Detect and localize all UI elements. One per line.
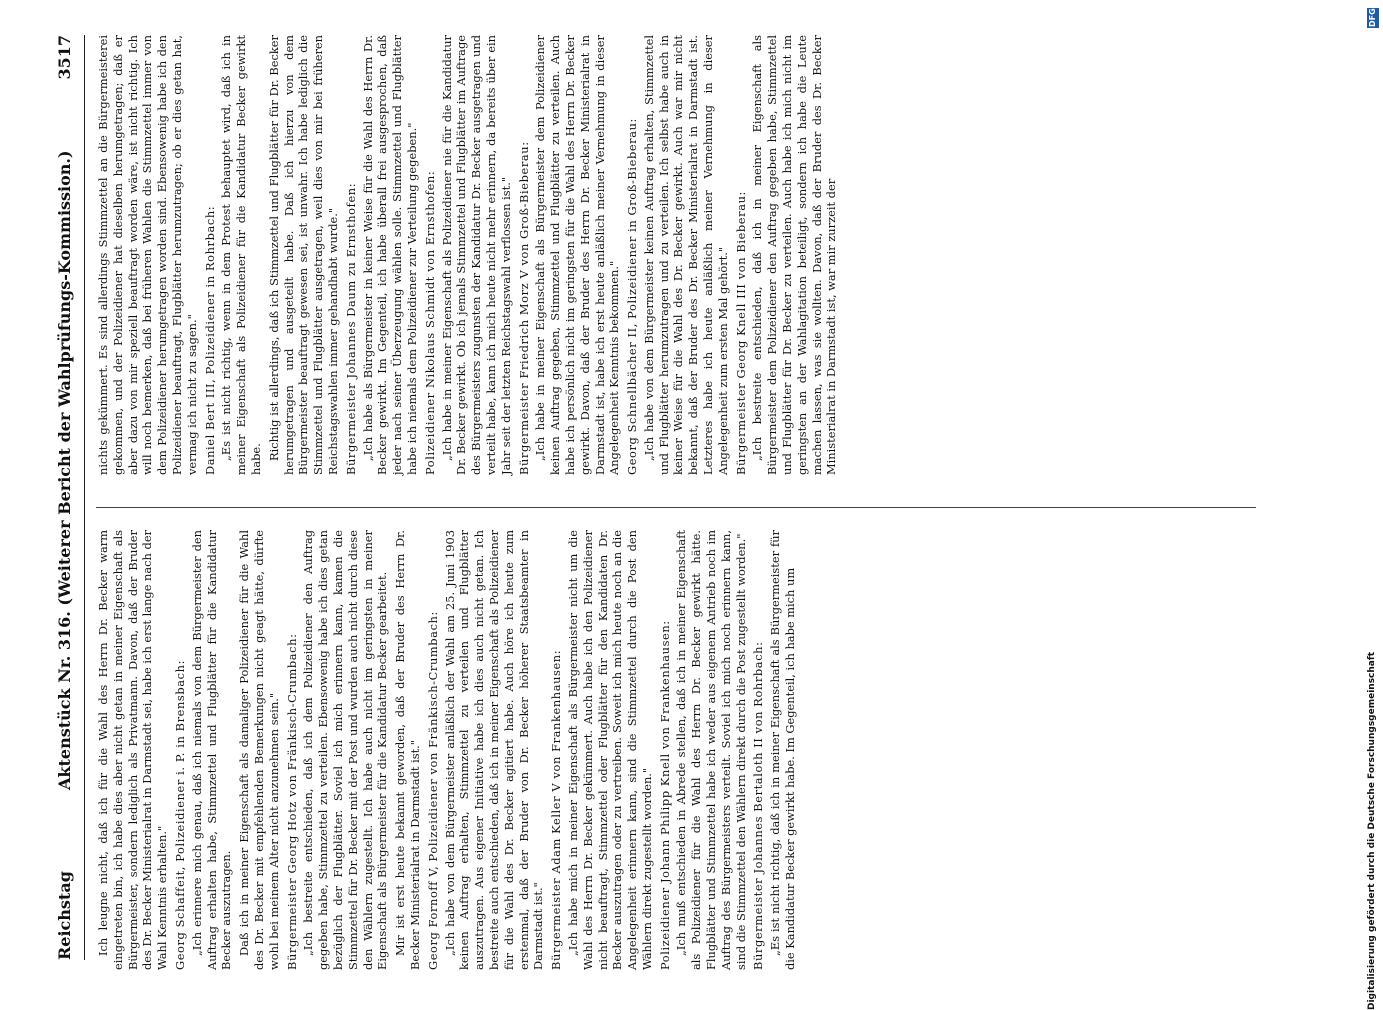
header-rule	[84, 35, 85, 960]
paragraph: „Ich habe als Bürgermeister in keiner Weise für die Wahl des Herrn Dr. Becker gewirkt. Im Gegenteil, ich habe überall frei ausgesprochen, daß jeder nach seiner Überzeugung wählen solle. Stimmzettel und Flugblätter habe ich niemals dem Polizeidiener zur Verteilung gegeben."	[360, 35, 419, 475]
speaker-heading: Georg Schnellbächer II, Polizeidiener in Groß-Bieberau:	[625, 118, 640, 475]
digitization-note: Digitalisierung gefördert durch die Deutsche Forschungsgemeinschaft	[1367, 651, 1377, 1010]
speaker-heading: Bürgermeister Johannes Bertaloth II von Rohrbach:	[751, 641, 766, 970]
paragraph: Richtig ist allerdings, daß ich Stimmzettel und Flugblätter für Dr. Becker herumgetragen und ausgeteilt habe. Daß ich hierzu von dem Bürgermeister beauftragt gewesen sei, ist unwahr. Ich habe lediglich die Stimmzettel und Flugblätter ausgetragen, weil dies von mir bei früheren Reichstagswahlen immer gehandhabt wurde."	[266, 35, 340, 475]
paragraph: „Ich habe von dem Bürgermeister anläßlich der Wahl am 25. Juni 1903 keinen Auftrag erhalten, Stimmzettel zu verteilen und Flugblätter auszutragen. Aus eigener Initiative habe ich dies auch nicht getan. Ich bestreite auch entschieden, daß ich in meiner Eigenschaft als Polizeidiener für die Wahl des Dr. Becker agitiert habe. Auch höre ich heute zum erstenmal, daß der Bruder von Dr. Becker höherer Staatsbeamter in Darmstadt ist."	[442, 530, 546, 970]
page-header	[55, 35, 85, 960]
paragraph: „Ich habe in meiner Eigenschaft als Bürgermeister dem Polizeidiener keinen Auftrag gegeben, Stimmzettel und Flugblätter zu verteilen. Auch habe ich persönlich nicht im geringsten für die Wahl des Herrn Dr. Becker gewirkt. Davon, daß der Bruder des Herrn Dr. Becker Ministerialrat in Darmstadt ist, habe ich erst heute anläßlich meiner Vernehmung in dieser Angelegenheit Kenntnis bekommen."	[533, 35, 622, 475]
column-divider	[96, 507, 1256, 508]
paragraph: „Es ist nicht richtig, wenn in dem Protest behauptet wird, daß ich in meiner Eigenschaft als Polizeidiener für die Kandidatur Becker gewirkt habe.	[219, 35, 263, 475]
speaker-heading: Bürgermeister Georg Knell III von Bieberau:	[733, 191, 748, 475]
paragraph: „Ich bestreite entschieden, daß ich in meiner Eigenschaft als Bürgermeister dem Polizeidiener den Auftrag gegeben habe, Stimmzettel und Flugblätter für Dr. Becker zu verteilen. Auch habe ich mich nicht im geringsten an der Wahlagitation beteiligt, sondern ich habe die Leute machen lassen, was sie wollten. Davon, daß der Bruder des Dr. Becker Ministerialrat in Darmstadt ist, war mir zurzeit der	[750, 35, 839, 475]
paragraph: Mir ist erst heute bekannt geworden, daß der Bruder des Herrn Dr. Becker Ministerialrat in Darmstadt ist."	[393, 530, 422, 970]
paragraph: nichts gekümmert. Es sind allerdings Stimmzettel an die Bürgermeisterei gekommen, und der Polizeidiener hat dieselben herumgetragen; daß er aber dazu von mir speziell beauftragt worden wäre, ist nicht richtig. Ich will noch bemerken, daß bei früheren Wahlen die Stimmzettel immer von dem Polizeidiener herumgetragen worden sind. Ebensowenig habe ich den Polizeidiener beauftragt, Flugblätter herumzutragen; ob er dies getan hat, vermag ich nicht zu sagen."	[96, 35, 199, 475]
speaker-heading: Polizeidiener Nikolaus Schmidt von Ernsthofen:	[422, 170, 437, 475]
speaker-heading: Daniel Bert III, Polizeidiener in Rohrbach:	[202, 205, 217, 475]
paragraph: „Ich erinnere mich genau, daß ich niemals von dem Bürgermeister den Auftrag erhalten habe, Stimmzettel und Flugblätter für die Kandidatur Becker auszutragen.	[189, 530, 234, 970]
speaker-heading: Bürgermeister Adam Keller V von Frankenhausen:	[549, 649, 564, 970]
header-title: Aktenstück Nr. 316. (Weiterer Bericht der Wahlprüfungs-Kommission.)	[55, 150, 74, 790]
paragraph: „Es ist nicht richtig, daß ich in meiner Eigenschaft als Bürgermeister für die Kandidatur Becker gewirkt habe. Im Gegenteil, ich habe mich um	[768, 530, 798, 970]
paragraph: Daß ich in meiner Eigenschaft als damaliger Polizeidiener für die Wahl des Dr. Becker mit empfehlenden Bemerkungen nicht geagt hätte, dürfte wohl bei meinem Alter nicht anzunehmen sein."	[237, 530, 281, 970]
page-number: 3517	[55, 35, 74, 80]
paragraph: Ich leugne nicht, daß ich für die Wahl des Herrn Dr. Becker warm eingetreten bin, ich habe dies aber nicht getan in meiner Eigenschaft als Bürgermeister, sondern lediglich als Privatmann. Davon, daß der Bruder des Dr. Becker Ministerialrat in Darmstadt sei, habe ich erst lange nach der Wahl Kenntnis erhalten."	[96, 530, 170, 970]
speaker-heading: Bürgermeister Johannes Daum zu Ernsthofen:	[343, 182, 358, 475]
speaker-heading: Polizeidiener Johann Philipp Knell von Frankenhausen:	[657, 620, 672, 970]
speaker-heading: Bürgermeister Georg Hotz von Fränkisch-Crumbach:	[284, 633, 299, 970]
speaker-heading: Georg Fornoff V, Polizeidiener von Fränkisch-Crumbach:	[425, 611, 440, 970]
paragraph: „Ich bestreite entschieden, daß ich dem Polizeidiener den Auftrag gegeben habe, Stimmzettel zu verteilen. Ebensowenig habe ich dies getan bezüglich der Flugblätter. Soviel ich mich erinnern kann, kamen die Stimmzettel für Dr. Becker mit der Post und wurden auch nicht durch diese den Wählern zugestellt. Ich habe auch nicht im geringsten in meiner Eigenschaft als Bürgermeister für die Kandidatur Becker gearbeitet.	[301, 530, 390, 970]
paragraph: „Ich muß entschieden in Abrede stellen, daß ich in meiner Eigenschaft als Polizeidiener für die Wahl des Herrn Dr. Becker gewirkt hätte. Flugblätter und Stimmzettel habe ich weder aus eigenem Antrieb noch im Auftrag des Bürgermeisters verteilt. Soviel ich mich noch erinnern kann, sind die Stimmzettel den Wählern direkt durch die Post zugestellt worden."	[674, 530, 748, 970]
dfg-logo: DFG	[1368, 8, 1377, 28]
speaker-heading: Bürgermeister Friedrich Morz V von Groß-Bieberau:	[516, 141, 531, 475]
paragraph: „Ich habe von dem Bürgermeister keinen Auftrag erhalten, Stimmzettel und Flugblätter herumzutragen und zu verteilen. Ich selbst habe auch in keiner Weise für die Wahl des Dr. Becker gewirkt. Auch war mir nicht bekannt, daß der Bruder des Dr. Becker Ministerialrat in Darmstadt ist. Letzteres habe ich heute anläßlich meiner Vernehmung in dieser Angelegenheit zum ersten Mal gehört."	[641, 35, 730, 475]
right-column	[96, 35, 842, 475]
speaker-heading: Georg Schaffeit, Polizeidiener i. P. in Brensbach:	[172, 659, 187, 970]
header-left: Reichstag	[55, 871, 74, 960]
paragraph: „Ich habe mich in meiner Eigenschaft als Bürgermeister nicht um die Wahl des Herrn Dr. Becker gekümmert. Auch habe ich den Polizeidiener nicht beauftragt, Stimmzettel oder Flugblätter für den Kandidaten Dr. Becker auszutragen oder zu vertreiben. Soweit ich mich heute noch an die Angelegenheit erinnern kann, sind die Stimmzettel durch die Post den Wählern direkt zugestellt worden."	[565, 530, 654, 970]
paragraph: „Ich habe in meiner Eigenschaft als Polizeidiener nie für die Kandidatur Dr. Becker gewirkt. Ob ich jemals Stimmzettel und Flugblätter im Auftrage des Bürgermeisters zugunsten der Kandidatur Dr. Becker ausgetragen und verteilt habe, kann ich mich heute nicht mehr erinnern, da bereits über ein Jahr seit der letzten Reichstagswahl verflossen ist."	[439, 35, 513, 475]
left-column	[96, 530, 801, 970]
